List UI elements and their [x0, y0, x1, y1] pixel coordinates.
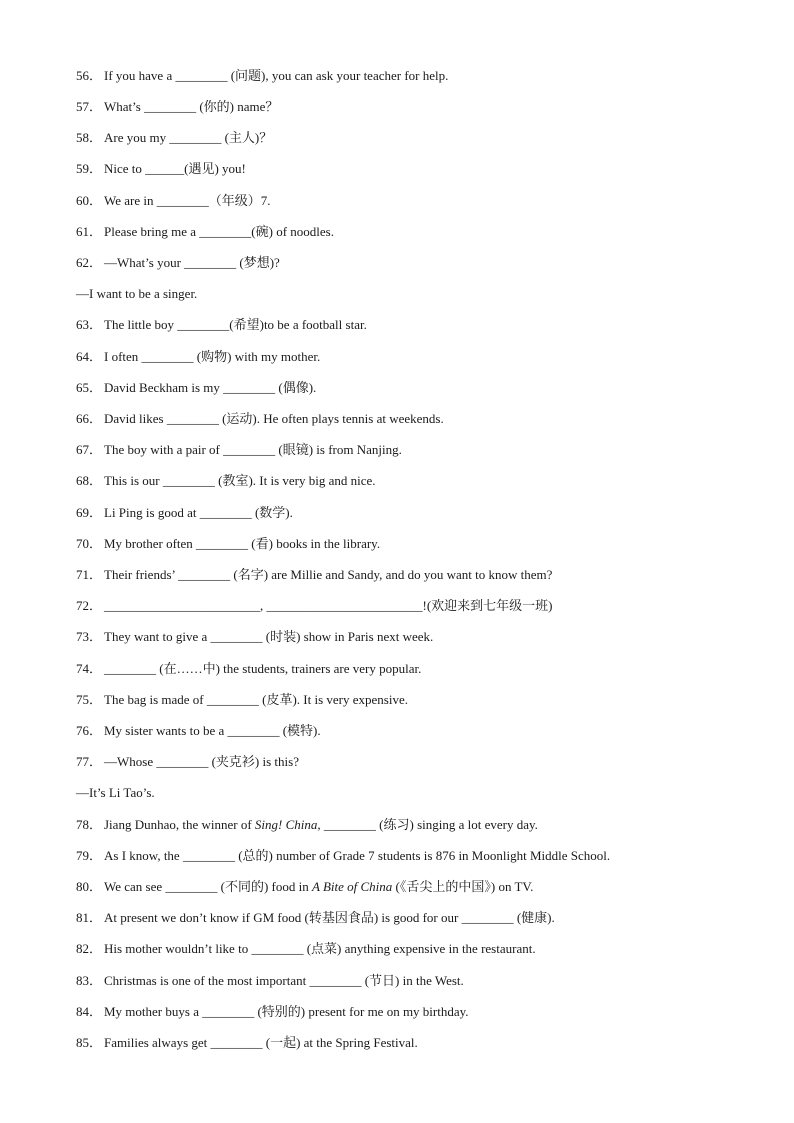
question-number: 64． [76, 349, 103, 364]
question-text: —It’s Li Tao’s. [76, 785, 155, 800]
question-number: 68． [76, 473, 103, 488]
question-text: —I want to be a singer. [76, 286, 198, 301]
question-78 [76, 815, 754, 835]
question-82 [76, 939, 754, 959]
question-68 [76, 471, 754, 491]
question-number: 83． [76, 973, 103, 988]
question-81 [76, 908, 754, 928]
question-text: What’s ________ (你的) name？ [104, 99, 279, 114]
question-76 [76, 721, 754, 741]
question-61 [76, 222, 754, 242]
question-number: 70． [76, 536, 103, 551]
question-69 [76, 503, 754, 523]
question-number: 84． [76, 1004, 103, 1019]
question-text: Their friends’ ________ (名字) are Millie and Sandy, and do you want to know them? [104, 567, 553, 582]
question-text: David Beckham is my ________ (偶像). [104, 380, 317, 395]
question-text: The little boy ________(希望)to be a football star. [104, 317, 367, 332]
question-number: 58． [76, 130, 103, 145]
question-number: 60． [76, 193, 103, 208]
question-text: We are in ________（年级）7. [104, 193, 271, 208]
question-65 [76, 378, 754, 398]
question-text: His mother wouldn’t like to ________ (点菜) anything expensive in the restaurant. [104, 941, 536, 956]
question-60 [76, 191, 754, 211]
question-text: As I know, the ________ (总的) number of Grade 7 students is 876 in Moonlight Middle School. [104, 848, 611, 863]
question-63 [76, 315, 754, 335]
question-number: 62． [76, 255, 103, 270]
show-title: A Bite of China [312, 879, 393, 894]
question-text: This is our ________ (教室). It is very big and nice. [104, 473, 376, 488]
question-number: 85． [76, 1035, 103, 1050]
question-text: ________________________, ________________________!(欢迎来到七年级一班) [104, 598, 553, 613]
question-64 [76, 347, 754, 367]
question-84 [76, 1002, 754, 1022]
question-number: 69． [76, 505, 103, 520]
question-text: Christmas is one of the most important ________ (节日) in the West. [104, 973, 464, 988]
question-57 [76, 97, 754, 117]
question-number: 71． [76, 567, 103, 582]
question-number: 81． [76, 910, 103, 925]
question-text: —What’s your ________ (梦想)? [104, 255, 280, 270]
question-number: 74． [76, 661, 103, 676]
question-number: 79． [76, 848, 103, 863]
question-70 [76, 534, 754, 554]
question-text-post: ________ (练习) singing a lot every day. [320, 817, 538, 832]
question-text: ________ (在……中) the students, trainers are very popular. [104, 661, 422, 676]
question-number: 57． [76, 99, 103, 114]
question-text-post: (《舌尖上的中国》) on TV. [392, 879, 534, 894]
question-text: Are you my ________ (主人)？ [104, 130, 273, 145]
question-text: My sister wants to be a ________ (模特). [104, 723, 321, 738]
question-text: My brother often ________ (看) books in the library. [104, 536, 381, 551]
question-77 [76, 752, 754, 772]
question-number: 67． [76, 442, 103, 457]
question-66 [76, 409, 754, 429]
question-text: They want to give a ________ (时装) show in Paris next week. [104, 629, 434, 644]
question-58 [76, 128, 754, 148]
question-73 [76, 627, 754, 647]
question-75 [76, 690, 754, 710]
question-83 [76, 971, 754, 991]
question-59 [76, 159, 754, 179]
question-85 [76, 1033, 754, 1053]
question-number: 82． [76, 941, 103, 956]
answer-line-77 [76, 783, 754, 803]
question-71 [76, 565, 754, 585]
question-number: 59． [76, 161, 103, 176]
question-text: If you have a ________ (问题), you can ask your teacher for help. [104, 68, 449, 83]
question-text-pre: Jiang Dunhao, the winner of [104, 817, 255, 832]
question-number: 56． [76, 68, 103, 83]
show-title: Sing! China, [254, 817, 321, 832]
question-62 [76, 253, 754, 273]
question-text: Nice to ______(遇见) you! [104, 161, 246, 176]
question-text: Li Ping is good at ________ (数学). [104, 505, 293, 520]
question-text: At present we don’t know if GM food (转基因食品) is good for our ________ (健康). [104, 910, 555, 925]
question-text: The bag is made of ________ (皮革). It is very expensive. [104, 692, 408, 707]
question-80 [76, 877, 754, 897]
question-number: 61． [76, 224, 103, 239]
question-number: 78． [76, 817, 103, 832]
question-79 [76, 846, 754, 866]
question-text: I often ________ (购物) with my mother. [104, 349, 321, 364]
question-number: 66． [76, 411, 103, 426]
question-text: David likes ________ (运动). He often plays tennis at weekends. [104, 411, 444, 426]
question-text: The boy with a pair of ________ (眼镜) is from Nanjing. [104, 442, 402, 457]
question-74 [76, 659, 754, 679]
question-number: 65． [76, 380, 103, 395]
question-number: 72． [76, 598, 103, 613]
question-number: 80． [76, 879, 103, 894]
question-number: 75． [76, 692, 103, 707]
question-56 [76, 66, 754, 86]
question-number: 77． [76, 754, 103, 769]
question-number: 73． [76, 629, 103, 644]
question-text-pre: We can see ________ (不同的) food in [104, 879, 312, 894]
question-text: Families always get ________ (一起) at the Spring Festival. [104, 1035, 418, 1050]
question-72 [76, 596, 754, 616]
answer-line-62 [76, 284, 754, 304]
question-number: 63． [76, 317, 103, 332]
question-text: Please bring me a ________(碗) of noodles. [104, 224, 334, 239]
question-number: 76． [76, 723, 103, 738]
question-67 [76, 440, 754, 460]
question-text: —Whose ________ (夹克衫) is this? [104, 754, 299, 769]
question-text: My mother buys a ________ (特别的) present for me on my birthday. [104, 1004, 469, 1019]
